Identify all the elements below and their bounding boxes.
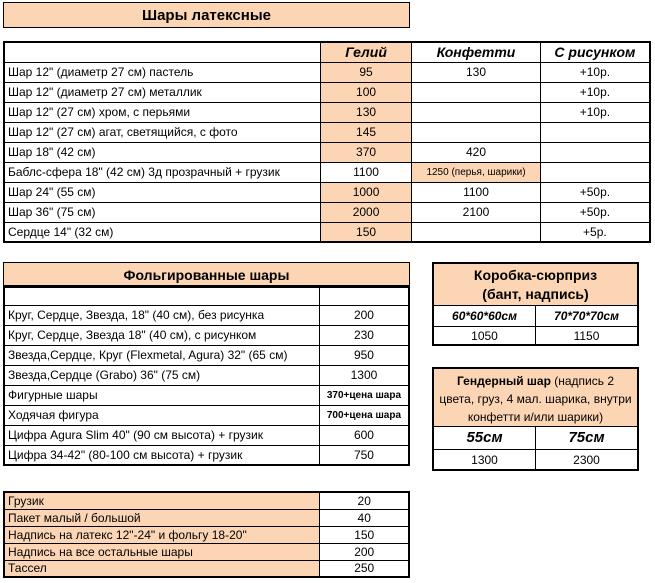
latex-item-name: Сердце 14" (32 см)	[4, 222, 320, 242]
surprise-box-price: 1050	[434, 327, 536, 345]
latex-helium-price: 370	[320, 142, 411, 162]
table-row	[4, 509, 409, 526]
foil-table	[3, 286, 410, 466]
foil-spacer-row	[4, 287, 409, 305]
foil-item-name: Цифра 34-42" (80-100 см высота) + грузик	[4, 445, 319, 465]
foil-item-price: 200	[319, 305, 409, 325]
foil-item-name: Цифра Agura Slim 40" (90 см высота) + грузик	[4, 425, 319, 445]
latex-item-name: Шар 12" (27 см) агат, светящийся, с фото	[4, 122, 320, 142]
latex-item-name: Баблс-сфера 18" (42 см) 3д прозрачный + грузик	[4, 162, 320, 182]
extra-item-price: 20	[320, 492, 409, 509]
latex-helium-price: 130	[320, 102, 411, 122]
table-row	[4, 345, 409, 365]
table-row	[4, 62, 650, 82]
extra-item-name: Надпись на все остальные шары	[4, 543, 320, 560]
latex-picture-price: +10р.	[540, 102, 650, 122]
foil-item-price: 700+цена шара	[319, 405, 409, 425]
table-row	[4, 425, 409, 445]
extra-item-name: Пакет малый / большой	[4, 509, 320, 526]
latex-item-name: Шар 12" (27 см) хром, с перьями	[4, 102, 320, 122]
surprise-box-size: 70*70*70см	[554, 309, 619, 323]
table-row	[4, 405, 409, 425]
table-row	[4, 560, 409, 577]
table-row	[4, 365, 409, 385]
latex-picture-price	[540, 142, 650, 162]
latex-header-confetti: Конфетти	[412, 42, 541, 62]
extra-item-price: 40	[320, 509, 409, 526]
gender-balloon-sizes	[434, 427, 637, 450]
surprise-box-title-line2: (бант, надпись)	[482, 286, 589, 302]
table-row	[4, 445, 409, 465]
foil-title: Фольгированные шары	[3, 262, 410, 286]
latex-item-name: Шар 12" (диаметр 27 см) пастель	[4, 62, 320, 82]
latex-helium-price: 100	[320, 82, 411, 102]
latex-helium-price: 95	[320, 62, 411, 82]
latex-confetti-price	[412, 82, 541, 102]
latex-item-name: Шар 12" (диаметр 27 см) металлик	[4, 82, 320, 102]
table-row	[4, 492, 409, 509]
latex-confetti-price	[412, 122, 541, 142]
extra-item-price: 150	[320, 526, 409, 543]
foil-item-price: 950	[319, 345, 409, 365]
extra-item-price: 200	[320, 543, 409, 560]
table-row	[4, 162, 650, 182]
foil-item-name: Круг, Сердце, Звезда 18" (40 см), с рисунком	[4, 325, 319, 345]
latex-confetti-price: 2100	[412, 202, 541, 222]
latex-item-name: Шар 18" (42 см)	[4, 142, 320, 162]
surprise-box-sizes	[434, 306, 637, 327]
extra-item-name: Надпись на латекс 12"-24" и фольгу 18-20"	[4, 526, 320, 543]
gender-balloon-title-bold: Гендерный шар	[456, 374, 551, 388]
table-row	[4, 526, 409, 543]
gender-balloon-size: 55см	[434, 427, 536, 449]
foil-item-name: Фигурные шары	[4, 385, 319, 405]
foil-item-name: Ходячая фигура	[4, 405, 319, 425]
gender-balloon-price: 1300	[434, 450, 536, 470]
gender-balloon-title	[434, 369, 637, 427]
latex-confetti-price: 130	[412, 62, 541, 82]
latex-confetti-price	[412, 102, 541, 122]
gender-balloon-title-desc: (надпись 2 цвета, груз, 4 мал. шарика, внутри конфетти и/или шарики)	[439, 374, 632, 424]
latex-helium-price: 1100	[320, 162, 411, 182]
surprise-box-size: 60*60*60см	[434, 306, 536, 326]
latex-picture-price	[540, 122, 650, 142]
latex-helium-price: 2000	[320, 202, 411, 222]
table-row	[4, 305, 409, 325]
surprise-box-price: 1150	[573, 329, 600, 343]
surprise-box-title-line1: Коробка-сюрприз	[473, 267, 598, 283]
latex-picture-price: +50р.	[540, 182, 650, 202]
latex-confetti-price	[412, 222, 541, 242]
extras-table	[3, 491, 410, 578]
surprise-box-panel	[432, 262, 639, 346]
table-row	[4, 122, 650, 142]
foil-item-price: 750	[319, 445, 409, 465]
table-row	[4, 325, 409, 345]
latex-confetti-price: 420	[412, 142, 541, 162]
gender-balloon-size: 75см	[568, 429, 605, 446]
foil-item-name: Звезда,Сердце, Круг (Flexmetal, Agura) 32" (65 см)	[4, 345, 319, 365]
foil-item-price: 1300	[319, 365, 409, 385]
extra-item-name: Грузик	[4, 492, 320, 509]
foil-item-price: 600	[319, 425, 409, 445]
foil-item-price: 370+цена шара	[319, 385, 409, 405]
gender-balloon-prices	[434, 450, 637, 470]
latex-header-label	[4, 42, 320, 62]
table-row	[4, 543, 409, 560]
extra-item-price: 250	[320, 560, 409, 577]
latex-helium-price: 145	[320, 122, 411, 142]
latex-header-helium: Гелий	[320, 42, 411, 62]
table-row	[4, 202, 650, 222]
latex-header-row	[4, 42, 650, 62]
table-row	[4, 82, 650, 102]
latex-helium-price: 1000	[320, 182, 411, 202]
latex-picture-price: +50р.	[540, 202, 650, 222]
gender-balloon-panel	[432, 367, 639, 471]
latex-picture-price: +10р.	[540, 62, 650, 82]
foil-item-price: 230	[319, 325, 409, 345]
foil-item-name: Звезда,Сердце (Grabo) 36" (75 см)	[4, 365, 319, 385]
table-row	[4, 102, 650, 122]
table-row	[4, 222, 650, 242]
latex-confetti-price: 1250 (перья, шарики)	[412, 162, 541, 182]
table-row	[4, 182, 650, 202]
latex-confetti-price: 1100	[412, 182, 541, 202]
table-row	[4, 385, 409, 405]
table-row	[4, 142, 650, 162]
latex-picture-price	[540, 162, 650, 182]
surprise-box-title	[434, 264, 637, 306]
latex-helium-price: 150	[320, 222, 411, 242]
latex-item-name: Шар 24" (55 см)	[4, 182, 320, 202]
latex-picture-price: +5р.	[540, 222, 650, 242]
extra-item-name: Тассел	[4, 560, 320, 577]
gender-balloon-price: 2300	[573, 453, 600, 467]
latex-table	[3, 41, 651, 243]
surprise-box-prices	[434, 327, 637, 345]
foil-item-name: Круг, Сердце, Звезда, 18" (40 см), без рисунка	[4, 305, 319, 325]
latex-header-picture: С рисунком	[540, 42, 650, 62]
latex-title: Шары латексные	[3, 2, 410, 28]
latex-item-name: Шар 36" (75 см)	[4, 202, 320, 222]
latex-picture-price: +10р.	[540, 82, 650, 102]
